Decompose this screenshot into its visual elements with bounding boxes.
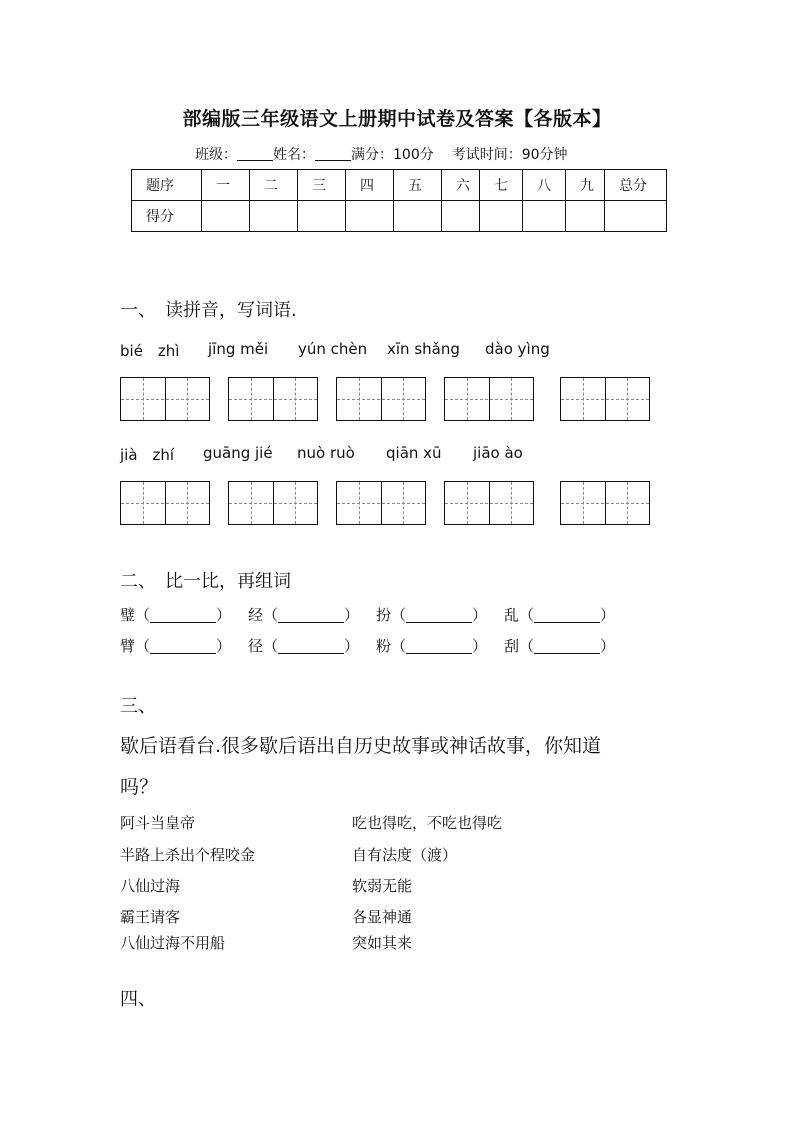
exam-info-line bbox=[195, 144, 568, 164]
answer-blank[interactable] bbox=[534, 637, 600, 654]
class-blank[interactable] bbox=[237, 146, 273, 161]
writing-grid[interactable] bbox=[444, 377, 534, 421]
score-header-cell: 三 bbox=[298, 170, 346, 201]
open-paren: （ bbox=[391, 637, 407, 655]
open-paren: （ bbox=[263, 606, 279, 624]
score-header-cell: 七 bbox=[480, 170, 523, 201]
xiehouyu-right: 吃也得吃，不吃也得吃 bbox=[352, 814, 503, 832]
close-paren: ） bbox=[472, 606, 488, 624]
pinyin-label: yún chèn bbox=[298, 340, 368, 358]
close-paren: ） bbox=[344, 637, 360, 655]
section3-heading: 三、 bbox=[120, 696, 156, 717]
score-row-label: 得分 bbox=[132, 201, 202, 232]
close-paren: ） bbox=[600, 606, 616, 624]
open-paren: （ bbox=[391, 606, 407, 624]
score-cell[interactable] bbox=[298, 201, 346, 232]
score-cell[interactable] bbox=[346, 201, 394, 232]
score-cell[interactable] bbox=[250, 201, 298, 232]
score-table-header-row bbox=[132, 170, 667, 201]
xiehouyu-left: 阿斗当皇帝 bbox=[120, 814, 196, 832]
pinyin-label: jiāo ào bbox=[473, 444, 523, 462]
writing-grid[interactable] bbox=[444, 481, 534, 525]
score-cell[interactable] bbox=[566, 201, 605, 232]
compare-char: 乱 bbox=[504, 606, 520, 624]
score-header-cell: 总分 bbox=[605, 170, 667, 201]
score-table-score-row bbox=[132, 201, 667, 232]
answer-blank[interactable] bbox=[406, 606, 472, 623]
writing-grid[interactable] bbox=[120, 481, 210, 525]
pinyin-label: nuò ruò bbox=[297, 444, 355, 462]
open-paren: （ bbox=[519, 637, 535, 655]
score-cell[interactable] bbox=[202, 201, 250, 232]
writing-grid[interactable] bbox=[336, 481, 426, 525]
score-header-cell: 一 bbox=[202, 170, 250, 201]
open-paren: （ bbox=[135, 606, 151, 624]
answer-blank[interactable] bbox=[278, 637, 344, 654]
full-score: 满分：100分 bbox=[351, 147, 434, 163]
score-cell[interactable] bbox=[394, 201, 442, 232]
score-header-cell: 八 bbox=[523, 170, 566, 201]
pinyin-label: jià zhí bbox=[120, 446, 175, 464]
close-paren: ） bbox=[344, 606, 360, 624]
close-paren: ） bbox=[600, 637, 616, 655]
xiehouyu-left: 八仙过海 bbox=[120, 877, 181, 895]
score-header-cell: 五 bbox=[394, 170, 442, 201]
score-header-cell: 九 bbox=[566, 170, 605, 201]
open-paren: （ bbox=[519, 606, 535, 624]
writing-grid[interactable] bbox=[560, 377, 650, 421]
compare-item bbox=[504, 604, 615, 625]
open-paren: （ bbox=[263, 637, 279, 655]
pinyin-label: qiān xū bbox=[386, 444, 442, 462]
compare-char: 经 bbox=[248, 606, 264, 624]
pinyin-label: jīng měi bbox=[208, 340, 269, 358]
section1-heading: 一、 读拼音，写词语. bbox=[120, 300, 297, 321]
writing-grid[interactable] bbox=[560, 481, 650, 525]
compare-char: 刮 bbox=[504, 637, 520, 655]
score-cell[interactable] bbox=[605, 201, 667, 232]
compare-item bbox=[248, 604, 359, 625]
score-cell[interactable] bbox=[480, 201, 523, 232]
compare-char: 臂 bbox=[120, 637, 136, 655]
close-paren: ） bbox=[216, 606, 232, 624]
name-label: 姓名： bbox=[273, 147, 315, 163]
section3-prompt-cont: 吗？ bbox=[120, 776, 159, 798]
section4-heading: 四、 bbox=[120, 989, 156, 1010]
section3-prompt: 歇后语看台.很多歇后语出自历史故事或神话故事，你知道 bbox=[120, 735, 602, 757]
score-header-cell: 二 bbox=[250, 170, 298, 201]
name-blank[interactable] bbox=[315, 146, 351, 161]
pinyin-label: xīn shǎng bbox=[387, 340, 460, 358]
class-label: 班级： bbox=[195, 147, 237, 163]
writing-grid[interactable] bbox=[228, 377, 318, 421]
score-table bbox=[131, 169, 667, 232]
answer-blank[interactable] bbox=[150, 606, 216, 623]
xiehouyu-left: 霸王请客 bbox=[120, 908, 181, 926]
compare-item bbox=[120, 604, 231, 625]
writing-grid[interactable] bbox=[336, 377, 426, 421]
xiehouyu-right: 突如其来 bbox=[352, 934, 413, 952]
compare-char: 璧 bbox=[120, 606, 136, 624]
writing-grid[interactable] bbox=[120, 377, 210, 421]
answer-blank[interactable] bbox=[406, 637, 472, 654]
compare-char: 扮 bbox=[376, 606, 392, 624]
compare-item bbox=[376, 635, 487, 656]
answer-blank[interactable] bbox=[534, 606, 600, 623]
writing-grid[interactable] bbox=[228, 481, 318, 525]
score-cell[interactable] bbox=[442, 201, 480, 232]
page-title: 部编版三年级语文上册期中试卷及答案【各版本】 bbox=[182, 108, 612, 130]
xiehouyu-right: 各显神通 bbox=[352, 908, 413, 926]
score-header-cell: 四 bbox=[346, 170, 394, 201]
compare-char: 径 bbox=[248, 637, 264, 655]
compare-item bbox=[504, 635, 615, 656]
xiehouyu-right: 自有法度（渡） bbox=[352, 846, 458, 864]
pinyin-label: bié zhì bbox=[120, 342, 180, 360]
section2-heading: 二、 比一比，再组词 bbox=[120, 571, 291, 592]
score-header-cell: 六 bbox=[442, 170, 480, 201]
pinyin-label: dào yìng bbox=[485, 340, 550, 358]
pinyin-label: guāng jié bbox=[203, 444, 273, 462]
exam-time: 考试时间：90分钟 bbox=[451, 147, 568, 163]
compare-item bbox=[248, 635, 359, 656]
xiehouyu-left: 八仙过海不用船 bbox=[120, 934, 226, 952]
xiehouyu-right: 软弱无能 bbox=[352, 877, 413, 895]
answer-blank[interactable] bbox=[150, 637, 216, 654]
compare-item bbox=[376, 604, 487, 625]
close-paren: ） bbox=[472, 637, 488, 655]
compare-char: 粉 bbox=[376, 637, 392, 655]
close-paren: ） bbox=[216, 637, 232, 655]
compare-item bbox=[120, 635, 231, 656]
open-paren: （ bbox=[135, 637, 151, 655]
score-header-cell: 题序 bbox=[132, 170, 202, 201]
score-cell[interactable] bbox=[523, 201, 566, 232]
xiehouyu-left: 半路上杀出个程咬金 bbox=[120, 846, 256, 864]
answer-blank[interactable] bbox=[278, 606, 344, 623]
